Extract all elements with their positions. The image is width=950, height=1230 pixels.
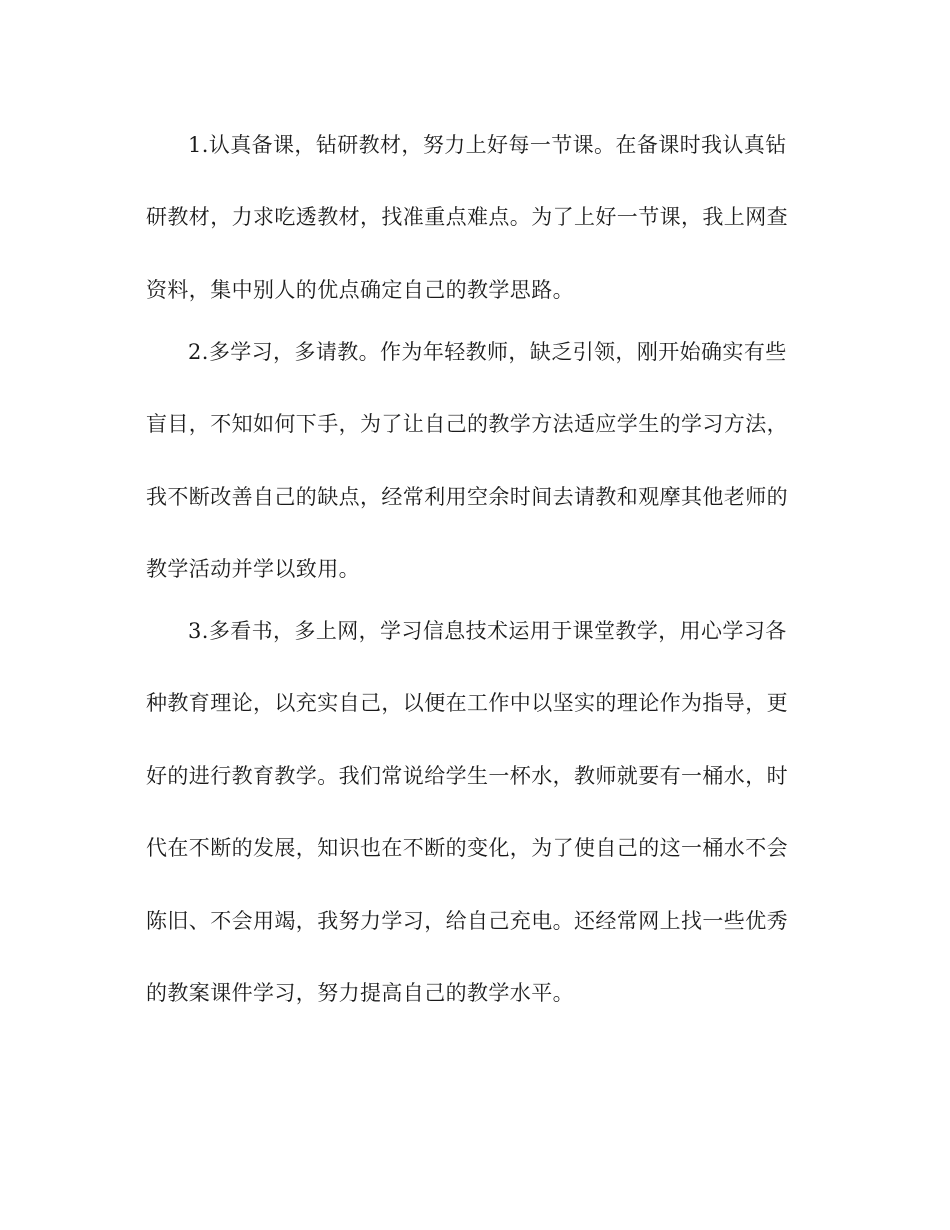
paragraph-2-line-1: 2.多学习，多请教。作为年轻教师，缺乏引领，刚开始确实有些 [188,340,787,364]
paragraph-3-line-2: 种教育理论，以充实自己，以便在工作中以坚实的理论作为指导，更 [146,691,788,715]
paragraph-1-line-1: 1.认真备课，钻研教材，努力上好每一节课。在备课时我认真钻 [188,133,787,157]
paragraph-1-line-2: 研教材，力求吃透教材，找准重点难点。为了上好一节课，我上网查 [146,205,788,229]
paragraph-3-line-5: 陈旧、不会用竭，我努力学习，给自己充电。还经常网上找一些优秀 [146,909,788,933]
paragraph-2-line-2: 盲目，不知如何下手，为了让自己的教学方法适应学生的学习方法， [146,412,788,436]
paragraph-3-line-6: 的教案课件学习，努力提高自己的教学水平。 [146,981,574,1005]
paragraph-3-line-3: 好的进行教育教学。我们常说给学生一杯水，教师就要有一桶水，时 [146,764,788,788]
paragraph-3-line-4: 代在不断的发展，知识也在不断的变化，为了使自己的这一桶水不会 [146,836,788,860]
paragraph-1-line-3: 资料，集中别人的优点确定自己的教学思路。 [146,278,574,302]
paragraph-3-line-1: 3.多看书，多上网，学习信息技术运用于课堂教学，用心学习各 [188,619,787,643]
paragraph-2-line-4: 教学活动并学以致用。 [146,557,360,581]
paragraph-2-line-3: 我不断改善自己的缺点，经常利用空余时间去请教和观摩其他老师的 [146,485,788,509]
